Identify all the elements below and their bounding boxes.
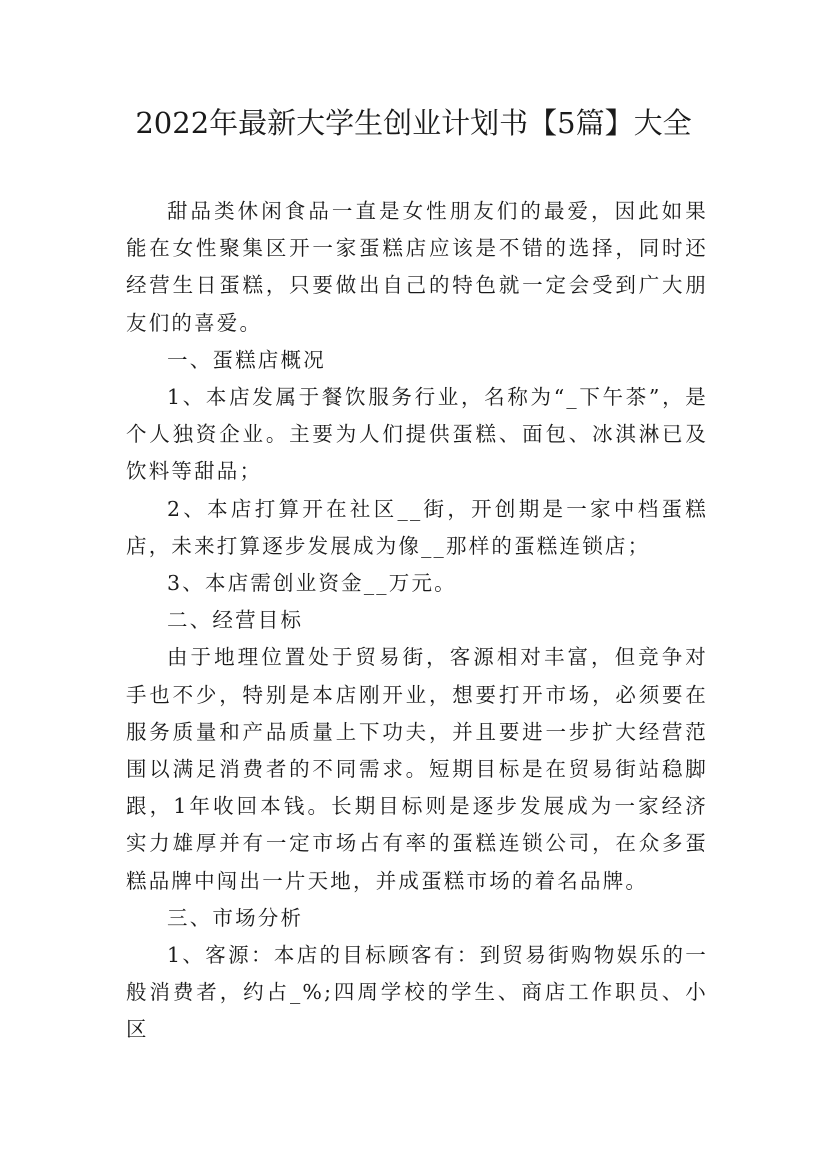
overview-item-3: 3、本店需创业资金__万元。: [167, 571, 457, 596]
intro-paragraph: 甜品类休闲食品一直是女性朋友们的最爱，因此如果能在女性聚集区开一家蛋糕店应该是不错的选择，同时还经营生日蛋糕，只要做出自己的特色就一定会受到广大朋友们的喜爱。: [126, 199, 708, 335]
goals-paragraph: 由于地理位置处于贸易街，客源相对丰富，但竞争对手也不少，特别是本店刚开业，想要打开市场，必须要在服务质量和产品质量上下功夫，并且要进一步扩大经营范围以满足消费者的不同需求。短期目标是在贸易街站稳脚跟，1年收回本钱。长期目标则是逐步发展成为一家经济实力雄厚并有一定市场占有率的蛋糕连锁公司，在众多蛋糕品牌中闯出一片天地，并成蛋糕市场的着名品牌。: [126, 645, 708, 893]
document-title: 2022年最新大学生创业计划书【5篇】大全: [135, 106, 692, 140]
overview-item-1: 1、本店发属于餐饮服务行业，名称为“_下午茶”，是个人独资企业。主要为人们提供蛋糕、面包、冰淇淋已及饮料等甜品；: [126, 385, 708, 484]
section-heading-market: 三、市场分析: [167, 905, 304, 930]
market-item-1: 1、客源：本店的目标顾客有：到贸易街购物娱乐的一般消费者，约占_%;四周学校的学生、商店工作职员、小区: [126, 943, 708, 1042]
document-body: [126, 193, 708, 1049]
section-heading-goals: 二、经营目标: [167, 608, 304, 633]
section-heading-overview: 一、蛋糕店概况: [167, 347, 326, 372]
overview-item-2: 2、本店打算开在社区__街，开创期是一家中档蛋糕店，未来打算逐步发展成为像__那样的蛋糕连锁店；: [126, 496, 708, 558]
